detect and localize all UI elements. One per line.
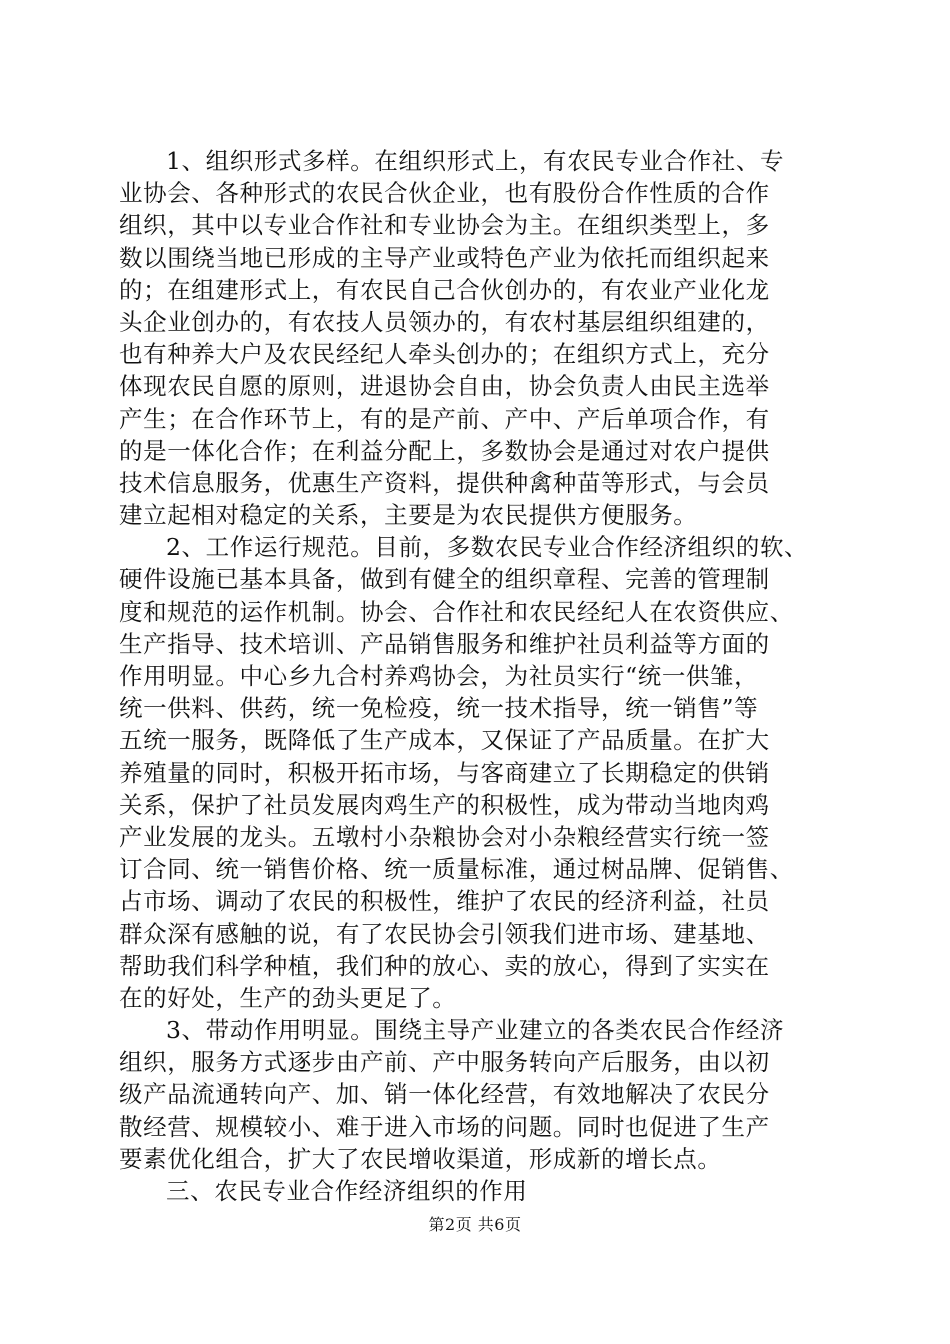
paragraph-line: 的；在组建形式上，有农民自己合伙创办的，有农业产业化龙 [119, 275, 770, 304]
paragraph-1 [119, 145, 839, 531]
document-body [119, 145, 839, 1207]
paragraph-2 [119, 531, 839, 1014]
paragraph-line: 1、组织形式多样。在组织形式上，有农民专业合作社、专 [166, 147, 785, 175]
paragraph-line: 生产指导、技术培训、产品销售服务和维护社员利益等方面的 [119, 629, 770, 658]
paragraph-line: 体现农民自愿的原则，进退协会自由，协会负责人由民主选举 [119, 372, 770, 401]
paragraph-line: 组织，其中以专业合作社和专业协会为主。在组织类型上，多 [119, 211, 770, 240]
paragraph-line: 也有种养大户及农民经纪人牵头创办的；在组织方式上，充分 [119, 340, 770, 369]
paragraph-line: 散经营、规模较小、难于进入市场的问题。同时也促进了生产 [119, 1112, 770, 1141]
paragraph-line: 作用明显。中心乡九合村养鸡协会，为社员实行“统一供雏， [119, 662, 759, 690]
paragraph-line: 级产品流通转向产、加、销一体化经营，有效地解决了农民分 [119, 1080, 770, 1109]
paragraph-line: 建立起相对稳定的关系，主要是为农民提供方便服务。 [119, 501, 698, 530]
page-number-footer: 第2页 共6页 [428, 1215, 522, 1234]
paragraph-3 [119, 1014, 839, 1175]
paragraph-line: 订合同、统一销售价格、统一质量标准，通过树品牌、促销售、 [119, 855, 794, 884]
paragraph-line: 产生；在合作环节上，有的是产前、产中、产后单项合作，有 [119, 404, 770, 433]
paragraph-line: 关系，保护了社员发展肉鸡生产的积极性，成为带动当地肉鸡 [119, 790, 770, 819]
paragraph-line: 3、带动作用明显。围绕主导产业建立的各类农民合作经济 [166, 1016, 785, 1045]
paragraph-line: 要素优化组合，扩大了农民增收渠道，形成新的增长点。 [119, 1144, 722, 1173]
paragraph-line: 的是一体化合作；在利益分配上，多数协会是通过对农户提供 [119, 436, 770, 465]
paragraph-line: 养殖量的同时，积极开拓市场，与客商建立了长期稳定的供销 [119, 758, 770, 787]
paragraph-line: 组织，服务方式逐步由产前、产中服务转向产后服务，由以初 [119, 1048, 770, 1077]
section-heading [119, 1175, 839, 1207]
paragraph-line: 产业发展的龙头。五墩村小杂粮协会对小杂粮经营实行统一签 [119, 822, 770, 851]
paragraph-line: 统一供料、供药，统一免检疫，统一技术指导，统一销售”等 [119, 694, 759, 723]
paragraph-line: 数以围绕当地已形成的主导产业或特色产业为依托而组织起来 [119, 243, 770, 272]
paragraph-line: 五统一服务，既降低了生产成本，又保证了产品质量。在扩大 [119, 726, 770, 755]
paragraph-line: 在的好处，生产的劲头更足了。 [119, 983, 457, 1012]
paragraph-line: 占市场、调动了农民的积极性，维护了农民的经济利益，社员 [119, 887, 770, 916]
paragraph-line: 群众深有感触的说，有了农民协会引领我们进市场、建基地、 [119, 919, 770, 948]
paragraph-line: 度和规范的运作机制。协会、合作社和农民经纪人在农资供应、 [119, 597, 794, 626]
paragraph-line: 2、工作运行规范。目前，多数农民专业合作经济组织的软、 [166, 533, 809, 562]
paragraph-line: 帮助我们科学种植，我们种的放心、卖的放心，得到了实实在 [119, 951, 770, 980]
paragraph-line: 硬件设施已基本具备，做到有健全的组织章程、完善的管理制 [119, 565, 770, 594]
section-heading-text: 三、农民专业合作经济组织的作用 [166, 1177, 528, 1205]
paragraph-line: 业协会、各种形式的农民合伙企业，也有股份合作性质的合作 [119, 179, 770, 208]
paragraph-line: 头企业创办的，有农技人员领办的，有农村基层组织组建的， [119, 307, 770, 336]
paragraph-line: 技术信息服务，优惠生产资料，提供种禽种苗等形式，与会员 [119, 468, 770, 497]
